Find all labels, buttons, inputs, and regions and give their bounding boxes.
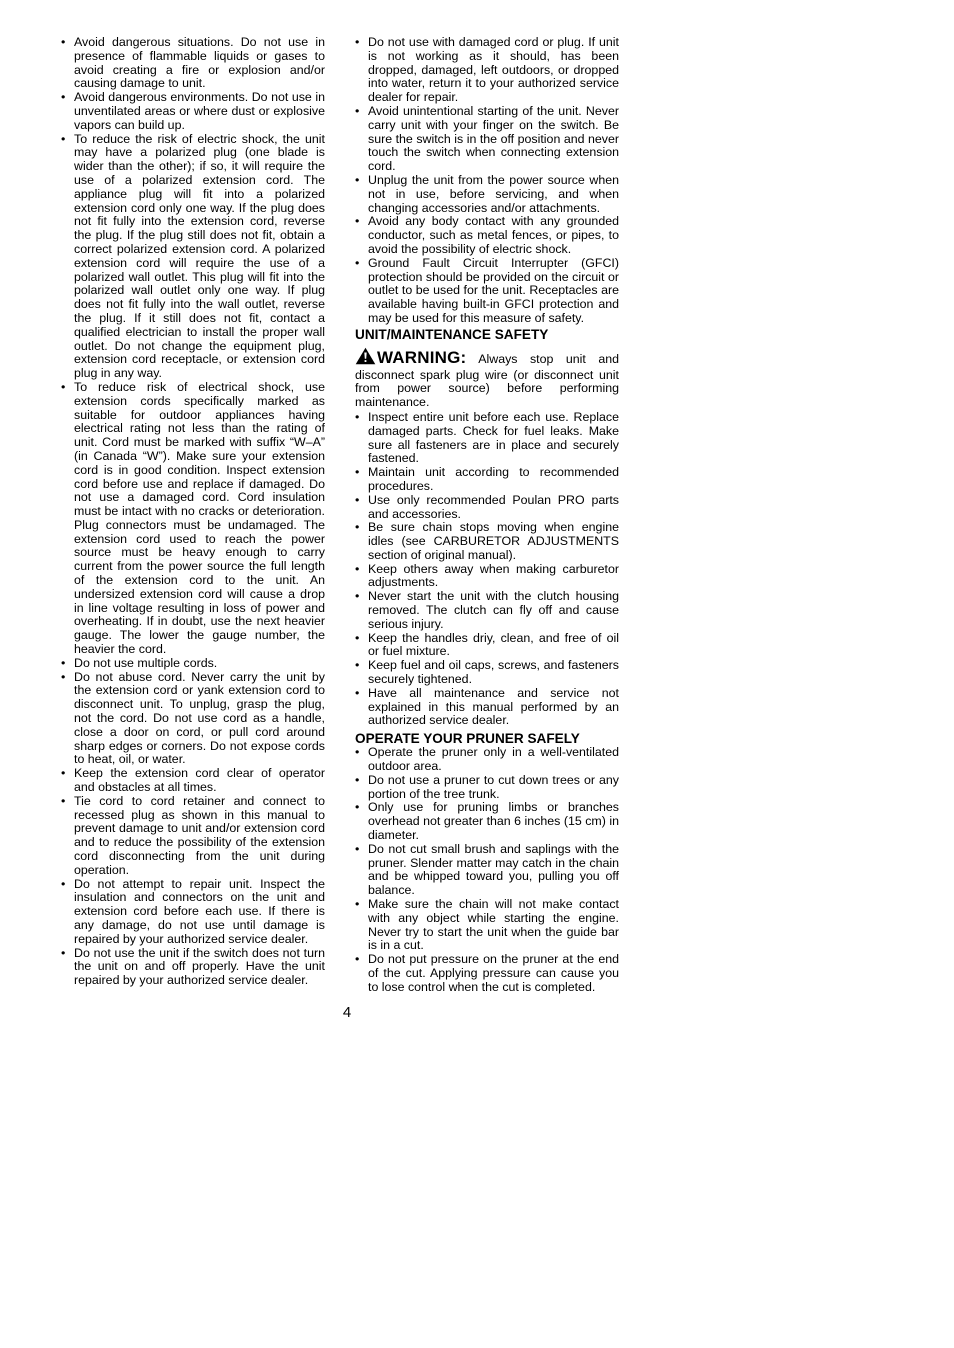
list-item bbox=[355, 659, 619, 687]
bullet-icon: • bbox=[355, 685, 360, 700]
list-item bbox=[355, 953, 619, 994]
list-item-text: Operate the pruner only in a well-ventilated outdoor area. bbox=[368, 745, 619, 774]
list-item-text: Ground Fault Circuit Interrupter (GFCI) protection should be provided on the circuit or outlet to be used for the unit. Receptacles are available having built-in GFCI protection and may be used for this measure of safety. bbox=[368, 255, 619, 325]
bullet-icon: • bbox=[355, 214, 360, 229]
bullet-icon: • bbox=[355, 952, 360, 967]
list-item-text: Have all maintenance and service not explained in this manual performed by an authorized service dealer. bbox=[368, 685, 619, 728]
operate-pruner-heading: OPERATE YOUR PRUNER SAFELY bbox=[355, 731, 580, 747]
list-item bbox=[355, 687, 619, 728]
electrical-safety-list bbox=[355, 36, 619, 326]
operate-pruner-list bbox=[355, 746, 619, 994]
bullet-icon: • bbox=[61, 131, 66, 146]
bullet-icon: • bbox=[355, 255, 360, 270]
bullet-icon: • bbox=[61, 379, 66, 394]
left-safety-list bbox=[61, 36, 325, 988]
bullet-icon: • bbox=[355, 172, 360, 187]
list-item-text: Avoid unintentional starting of the unit. Never carry unit with your finger on the switch. Be sure the switch is in the off position and never touch the switch when connecting extension cord. bbox=[368, 103, 619, 174]
bullet-icon: • bbox=[355, 561, 360, 576]
bullet-icon: • bbox=[355, 630, 360, 645]
bullet-icon: • bbox=[355, 409, 360, 424]
list-item bbox=[61, 767, 325, 795]
list-item bbox=[355, 521, 619, 562]
bullet-icon: • bbox=[61, 90, 66, 105]
list-item-text: Keep the handles driy, clean, and free of oil or fuel mixture. bbox=[368, 630, 619, 659]
bullet-icon: • bbox=[61, 793, 66, 808]
right-column bbox=[355, 36, 619, 995]
list-item-text: Keep fuel and oil caps, screws, and fasteners securely tightened. bbox=[368, 658, 619, 687]
list-item bbox=[61, 878, 325, 947]
list-item bbox=[61, 795, 325, 878]
bullet-icon: • bbox=[355, 800, 360, 815]
list-item bbox=[355, 801, 619, 842]
list-item bbox=[61, 671, 325, 768]
list-item bbox=[355, 843, 619, 898]
list-item-text: Be sure chain stops moving when engine idles (see CARBURETOR ADJUSTMENTS section of original manual). bbox=[368, 520, 619, 562]
list-item-text: Maintain unit according to recommended procedures. bbox=[368, 465, 619, 493]
list-item-text: Do not use the unit if the switch does not turn the unit on and off properly. Have the unit repaired by your authorized service dealer. bbox=[74, 945, 325, 988]
list-item bbox=[355, 36, 619, 105]
list-item bbox=[355, 898, 619, 953]
list-item bbox=[61, 947, 325, 988]
list-item-text: Do not abuse cord. Never carry the unit by the extension cord or yank extension cord to disconnect unit. To unplug, grasp the plug, not the cord. Do not use cord as a handle, close a door on cord, or pull cord around sharp edges or corners. Do not expose cords to heat, oil, or water. bbox=[74, 669, 325, 767]
bullet-icon: • bbox=[61, 766, 66, 781]
list-item bbox=[61, 133, 325, 381]
list-item bbox=[355, 494, 619, 522]
list-item-text: Inspect entire unit before each use. Replace damaged parts. Check for fuel leaks. Make sure all fasteners are in place and securely fastened. bbox=[368, 409, 619, 466]
warning-triangle-icon bbox=[355, 347, 376, 369]
bullet-icon: • bbox=[355, 35, 360, 49]
list-item bbox=[355, 466, 619, 494]
list-item-text: Make sure the chain will not make contact with any object while starting the engine. Never try to start the unit when the guide bar is in a cut. bbox=[368, 897, 619, 953]
bullet-icon: • bbox=[355, 589, 360, 604]
maintenance-safety-heading: UNIT/MAINTENANCE SAFETY bbox=[355, 326, 549, 342]
list-item-text: To reduce the risk of electric shock, the unit may have a polarized plug (one blade is wider than the other); if so, it will require the use of a polarized extension cord. The appliance plug will fit into a polarized extension cord only one way. If the plug does not fit fully into the extension cord, reverse the plug. If the plug still does not fit, obtain a correct polarized extension cord. A polarized extension cord will require the use of a polarized wall outlet. This plug will fit into the polarized wall outlet only one way. If plug does not fit fully into the wall outlet, reverse the plug. If it still does not fit, contact a qualified electrician to install the proper wall outlet. Do not change the equipment plug, extension cord receptacle, or extension cord plug in any way. bbox=[74, 131, 325, 381]
list-item bbox=[355, 746, 619, 774]
list-item-text: Do not use with damaged cord or plug. If unit is not working as it should, has been dropped, damaged, left outdoors, or dropped into water, return it to your authorized service dealer for repair. bbox=[368, 35, 619, 105]
list-item bbox=[355, 215, 619, 256]
list-item bbox=[61, 91, 325, 132]
list-item-text: Never start the unit with the clutch housing removed. The clutch can fly off and cause serious injury. bbox=[368, 589, 619, 631]
list-item bbox=[61, 36, 325, 91]
list-item bbox=[355, 105, 619, 174]
warning-text: Always stop unit and disconnect spark plug wire (or disconnect unit from power source) before performing maintenance. bbox=[355, 351, 619, 410]
list-item bbox=[61, 657, 325, 671]
list-item-text: Only use for pruning limbs or branches overhead not greater than 6 inches (15 cm) in diameter. bbox=[368, 800, 619, 843]
list-item-text: Keep the extension cord clear of operator and obstacles at all times. bbox=[74, 766, 325, 795]
bullet-icon: • bbox=[61, 35, 66, 49]
list-item-text: Avoid dangerous situations. Do not use in presence of flammable liquids or gases to avoid creating a fire or explosion and/or causing damage to unit. bbox=[74, 35, 325, 91]
list-item bbox=[355, 257, 619, 326]
list-item bbox=[61, 381, 325, 657]
bullet-icon: • bbox=[355, 745, 360, 760]
list-item-text: Unplug the unit from the power source when not in use, before servicing, and when changing accessories and/or attachments. bbox=[368, 172, 619, 215]
list-item-text: Do not use multiple cords. bbox=[74, 655, 218, 670]
bullet-icon: • bbox=[355, 492, 360, 507]
list-item-text: Do not cut small brush and saplings with the pruner. Slender matter may catch in the chain and be whipped toward you, pulling you off balance. bbox=[368, 841, 619, 898]
bullet-icon: • bbox=[355, 658, 360, 673]
left-column bbox=[61, 36, 325, 988]
bullet-icon: • bbox=[355, 772, 360, 787]
bullet-icon: • bbox=[61, 876, 66, 891]
list-item bbox=[355, 563, 619, 591]
bullet-icon: • bbox=[61, 655, 66, 670]
bullet-icon: • bbox=[61, 669, 66, 684]
list-item bbox=[355, 411, 619, 466]
list-item-text: Keep others away when making carburetor adjustments. bbox=[368, 561, 619, 590]
list-item-text: Do not use a pruner to cut down trees or any portion of the tree trunk. bbox=[368, 772, 619, 801]
warning-label: WARNING: bbox=[377, 347, 467, 367]
maintenance-safety-list bbox=[355, 411, 619, 728]
page-number: 4 bbox=[342, 1004, 352, 1021]
list-item bbox=[355, 774, 619, 802]
bullet-icon: • bbox=[355, 897, 360, 912]
list-item-text: Avoid any body contact with any grounded conductor, such as metal fences, or pipes, to avoid the possibility of electric shock. bbox=[368, 214, 619, 256]
bullet-icon: • bbox=[355, 520, 360, 535]
list-item-text: Do not put pressure on the pruner at the end of the cut. Applying pressure can cause you to lose control when the cut is completed. bbox=[368, 952, 619, 994]
bullet-icon: • bbox=[355, 103, 360, 118]
bullet-icon: • bbox=[61, 945, 66, 960]
list-item-text: Tie cord to cord retainer and connect to recessed plug as shown in this manual to prevent damage to unit and/or extension cord and to reduce the possibility of the extension cord disconnecting from the unit during operation. bbox=[74, 793, 325, 877]
list-item-text: Avoid dangerous environments. Do not use in unventilated areas or where dust or explosive vapors can build up. bbox=[74, 90, 325, 132]
list-item bbox=[355, 174, 619, 215]
list-item bbox=[355, 632, 619, 660]
maintenance-warning bbox=[355, 347, 619, 410]
list-item-text: Do not attempt to repair unit. Inspect the insulation and connectors on the unit and extension cord before each use. If there is any damage, do not use until damage is repaired by your authorized service dealer. bbox=[74, 876, 325, 946]
bullet-icon: • bbox=[355, 465, 360, 480]
list-item bbox=[355, 590, 619, 631]
list-item-text: Use only recommended Poulan PRO parts and accessories. bbox=[368, 492, 619, 521]
bullet-icon: • bbox=[355, 841, 360, 856]
list-item-text: To reduce risk of electrical shock, use extension cords specifically marked as suitable for outdoor appliances having electrical rating not less than the rating of unit. Cord must be marked with suffix “W–A” (in Canada “W”). Make sure your extension cord is in good condition. Inspect extension cord before use and replace if damaged. Do not use a damaged cord. Cord insulation must be intact with no cracks or deterioration. Plug connectors must be undamaged. The extension cord used to reach the power source must be heavy enough to carry current from the power source the full length of the extension cord to the unit. An undersized extension cord will cause a drop in line voltage resulting in loss of power and overheating. If in doubt, use the next heavier gauge. The lower the gauge number, the heavier the cord. bbox=[74, 379, 325, 657]
